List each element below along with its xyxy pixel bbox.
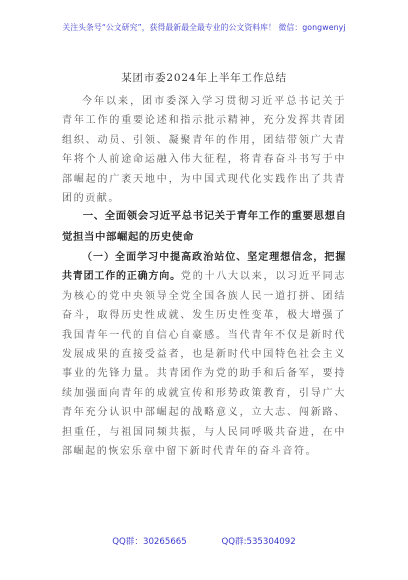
footer xyxy=(0,535,408,547)
header-notice: 关注头条号“公文研究”，获得最新最全最专业的公文资料库！ 微信：gongwenyj xyxy=(62,23,346,32)
intro-paragraph: 今年以来，团市委深入学习贯彻习近平总书记关于青年工作的重要论述和指示批示精神，充分发挥共青团组织、动员、引领、凝聚青年的作用，团结带领广大青年将个人前途命运融入伟大征程，将青春奋斗书写于中部崛起的广袤天地中，为中国式现代化实践作出了共青团的贡献。 xyxy=(62,96,346,205)
subsection-heading-1: （一）全面学习中提高政治站位、坚定理想信念，把握共青团工作的正确方向。 xyxy=(62,252,346,283)
subsection-paragraph-1 xyxy=(62,248,346,461)
footer-qq-group-2: QQ群:535304092 xyxy=(221,537,296,547)
document-title: 某团市委2024年上半年工作总结 xyxy=(121,72,287,84)
footer-qq-group-1: QQ群：30265665 xyxy=(112,537,187,547)
section-heading-1: 一、全面领会习近平总书记关于青年工作的重要思想自觉担当中部崛起的历史使命 xyxy=(62,210,347,243)
subsection-body-1: 党的十八大以来，以习近平同志为核心的党中央领导全党全国各族人民一道打拼、团结奋斗，取得历史性成就、发生历史性变革，极大增强了我国青年一代的自信心自豪感。当代青年不仅是新时代发展成果的直接受益者，也是新时代中国特色社会主义事业的先锋力量。共青团作为党的助手和后备军，要持续加强面向青年的成就宣传和形势政策教育，引导广大青年充分认识中部崛起的战略意义，立大志、闯新路、担重任，与祖国同频共振，与人民同呼吸共奋进，在中部崛起的恢宏乐章中留下新时代青年的奋斗音符。 xyxy=(62,271,346,458)
